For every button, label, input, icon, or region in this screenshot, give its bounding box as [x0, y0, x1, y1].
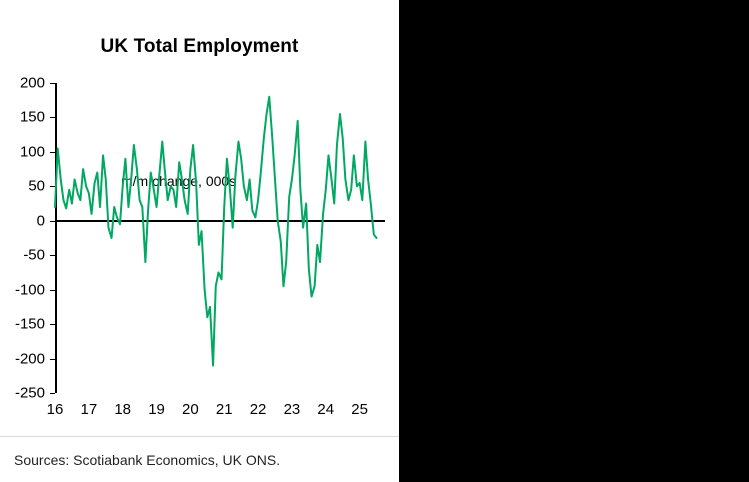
x-axis-tick-label: 18 [114, 401, 132, 418]
y-axis-tick-label: -150 [14, 315, 45, 333]
x-axis-tick-label: 17 [80, 401, 98, 418]
x-axis-tick-label: 23 [283, 401, 301, 418]
y-axis-tick-mark [50, 117, 55, 118]
sources-note: Sources: Scotiabank Economics, UK ONS. [14, 452, 281, 468]
y-axis-tick-label: 50 [28, 177, 45, 195]
y-axis-tick-label: -200 [14, 350, 45, 368]
y-axis-tick-label: 0 [36, 212, 45, 230]
employment-line-series [55, 83, 385, 393]
y-axis-tick-label: -50 [23, 246, 45, 264]
y-axis-tick-mark [50, 393, 55, 394]
y-axis-tick-mark [50, 255, 55, 256]
footer-divider [0, 436, 399, 437]
x-axis-tick-label: 16 [46, 401, 64, 418]
y-axis-tick-label: -250 [14, 384, 45, 402]
chart-plot-area [14, 74, 385, 418]
y-axis-tick-mark [50, 290, 55, 291]
y-axis-tick-mark [50, 324, 55, 325]
y-axis-tick-mark [50, 152, 55, 153]
y-axis-tick-label: 100 [19, 143, 45, 161]
y-axis-tick-mark [50, 186, 55, 187]
x-axis-tick-label: 22 [249, 401, 267, 418]
x-axis-tick-label: 24 [317, 401, 335, 418]
x-axis-tick-label: 19 [148, 401, 165, 418]
y-axis-tick-label: 200 [19, 74, 45, 92]
y-axis-tick-mark [50, 221, 55, 222]
y-axis-tick-label: 150 [19, 108, 45, 126]
y-axis-tick-mark [50, 359, 55, 360]
y-axis-tick-label: -100 [14, 281, 45, 299]
axis-units-label: m/m change, 000s [121, 173, 237, 189]
x-axis-tick-label: 20 [182, 401, 199, 418]
x-axis-tick-label: 21 [215, 401, 233, 418]
x-axis-tick-label: 25 [351, 401, 368, 418]
y-axis-tick-mark [50, 83, 55, 84]
page-title: UK Total Employment [100, 36, 299, 57]
